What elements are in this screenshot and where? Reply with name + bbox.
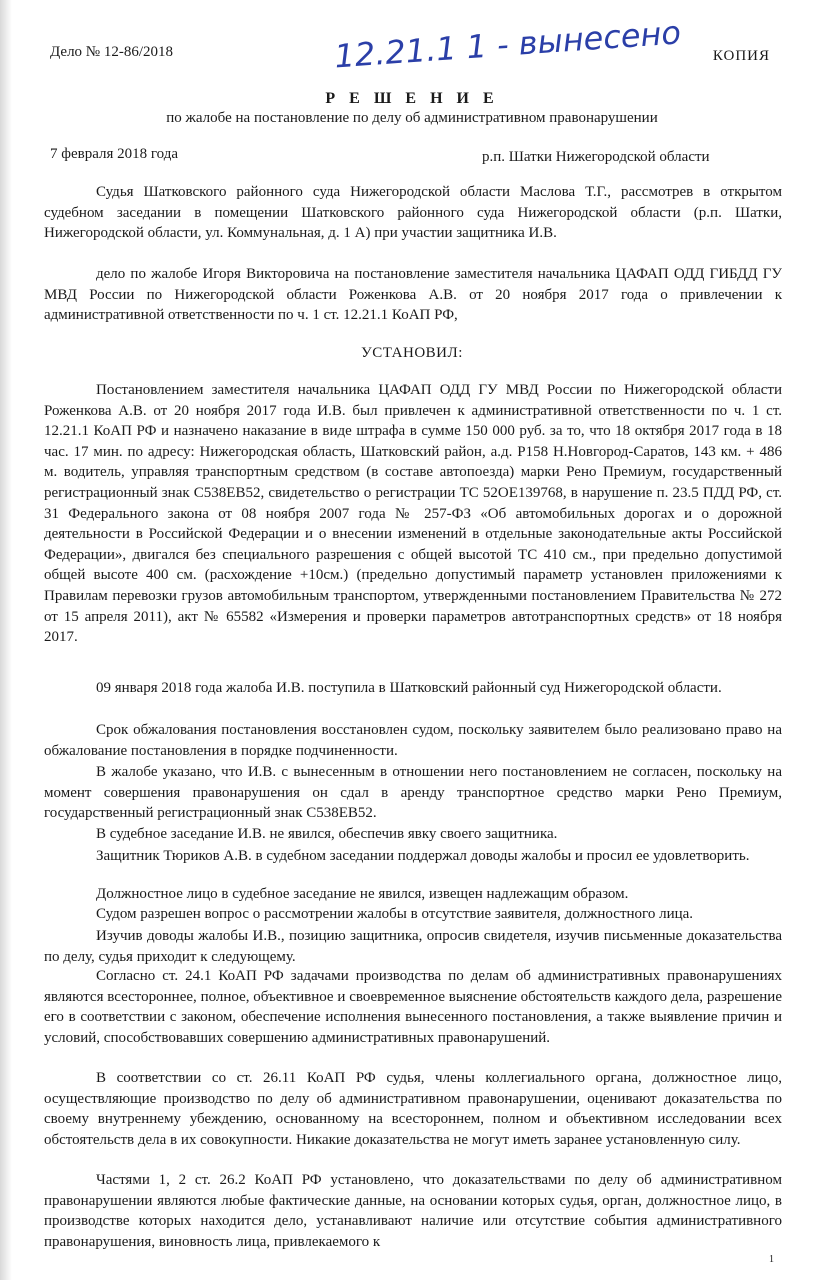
body-paragraph-9: Изучив доводы жалобы И.В., позицию защитника, опросив свидетеля, изучив письменные доказательства по делу, судья приходит к следующему. (44, 928, 782, 965)
scan-edge-shadow (0, 0, 12, 1280)
body-paragraph-6: Защитник Тюриков А.В. в судебном заседании поддержал доводы жалобы и просил ее удовлетворить. (96, 848, 750, 864)
body-paragraph-1: Постановлением заместителя начальника ЦАФАП ОДД ГУ МВД России по Нижегородской области Роженкова А.В. от 20 ноября 2017 года И.В. был привлечен к административной ответственности по ч. 1 ст. 12.21.1 КоАП РФ и назначено наказание в виде штрафа в сумме 150 000 руб. за то, что 18 октября 2017 года в 18 час. 17 мин. по адресу: Нижегородская область, Шатковский район, а.д. Р158 Н.Новгород-Саратов, 143 км. + 486 м. водитель, управляя транспортным средством (в составе автопоезда) марки Рено Премиум, государственный регистрационный знак С538ЕВ52, свидетельство о регистрации ТС 52ОЕ139768, в нарушение п. 23.5 ПДД РФ, ст. 31 Федерального закона от 08 ноября 2007 года № 257-ФЗ «Об автомобильных дорогах и о дорожной деятельности в Российской Федерации и о внесении изменений в отдельные законодательные акты Российской Федерации», двигался без специального разрешения с общей высотой ТС 410 см., при предельно допустимой общей высоте 400 см. (расхождение +10см.) (предельно допустимый параметр установлен приложениями к Правилам перевозки грузов автомобильным транспортом, утвержденными постановлением Правительства № 272 от 15 апреля 2011), акт № 65582 «Измерения и проверки параметров автотранспортных средств» от 18 ноября 2017. (44, 382, 782, 646)
body-paragraph-10: Согласно ст. 24.1 КоАП РФ задачами производства по делам об административных правонарушениях являются всестороннее, полное, объективное и своевременное выяснение обстоятельств каждого дела, разрешение его в соответствии с законом, обеспечение исполнения вынесенного постановления, а также выявление причин и условий, способствовавших совершению административных правонарушений. (44, 968, 782, 1046)
document-title: Р Е Ш Е Н И Е (325, 90, 499, 107)
handwritten-note (330, 13, 683, 76)
intro-paragraph-2: дело по жалобе Игоря Викторовича на постановление заместителя начальника ЦАФАП ОДД ГИБДД ГУ МВД России по Нижегородской области Роженкова А.В. от 20 ноября 2017 года о привлечении к административной ответственности по ч. 1 ст. 12.21.1 КоАП РФ, (44, 266, 782, 324)
body-paragraph-3: Срок обжалования постановления восстановлен судом, поскольку заявителем было реализовано право на обжалование постановления в порядке подчиненности. (44, 722, 782, 759)
intro-paragraph-1: Судья Шатковского районного суда Нижегородской области Маслова Т.Г., рассмотрев в открытом судебном заседании в помещении Шатковского районного суда Нижегородской области (р.п. Шатки, Нижегородской области, ул. Коммунальная, д. 1 А) при участии защитника И.В. (44, 184, 782, 242)
body-paragraph-5: В судебное заседание И.В. не явился, обеспечив явку своего защитника. (96, 826, 558, 842)
body-paragraph-8: Судом разрешен вопрос о рассмотрении жалобы в отсутствие заявителя, должностного лица. (96, 906, 694, 922)
section-title: УСТАНОВИЛ: (361, 345, 463, 361)
decision-place: р.п. Шатки Нижегородской области (482, 149, 710, 165)
document-subtitle: по жалобе на постановление по делу об административном правонарушении (166, 110, 658, 126)
body-paragraph-12: Частями 1, 2 ст. 26.2 КоАП РФ установлено, что доказательствами по делу об административном правонарушении являются любые фактические данные, на основании которых судья, орган, должностное лицо, в производстве которых находится дело, устанавливают наличие или отсутствие события административного правонарушения, виновность лица, привлекаемого к (44, 1172, 782, 1250)
body-paragraph-11: В соответствии со ст. 26.11 КоАП РФ судья, члены коллегиального органа, должностное лицо, осуществляющие производство по делу об административном правонарушении, оценивают доказательства по своему внутреннему убеждению, основанному на всестороннем, полном и объективном исследовании всех обстоятельств дела в их совокупности. Никакие доказательства не могут иметь заранее установленную силу. (44, 1070, 782, 1148)
decision-date: 7 февраля 2018 года (50, 146, 179, 162)
body-paragraph-7: Должностное лицо в судебное заседание не явился, извещен надлежащим образом. (96, 886, 629, 902)
handwritten-note-text: 12.21.1 1 - вынесено (333, 13, 683, 76)
body-paragraph-2: 09 января 2018 года жалоба И.В. поступила в Шатковский районный суд Нижегородской области. (96, 680, 722, 696)
copy-label: КОПИЯ (712, 48, 770, 64)
page-number: 1 (769, 1254, 774, 1265)
body-paragraph-4: В жалобе указано, что И.В. с вынесенным в отношении него постановлением не согласен, поскольку на момент совершения правонарушения он сдал в аренду транспортное средство марки Рено Премиум, государственный регистрационный знак С538ЕВ52. (44, 764, 782, 822)
case-number: Дело № 12-86/2018 (50, 44, 174, 60)
